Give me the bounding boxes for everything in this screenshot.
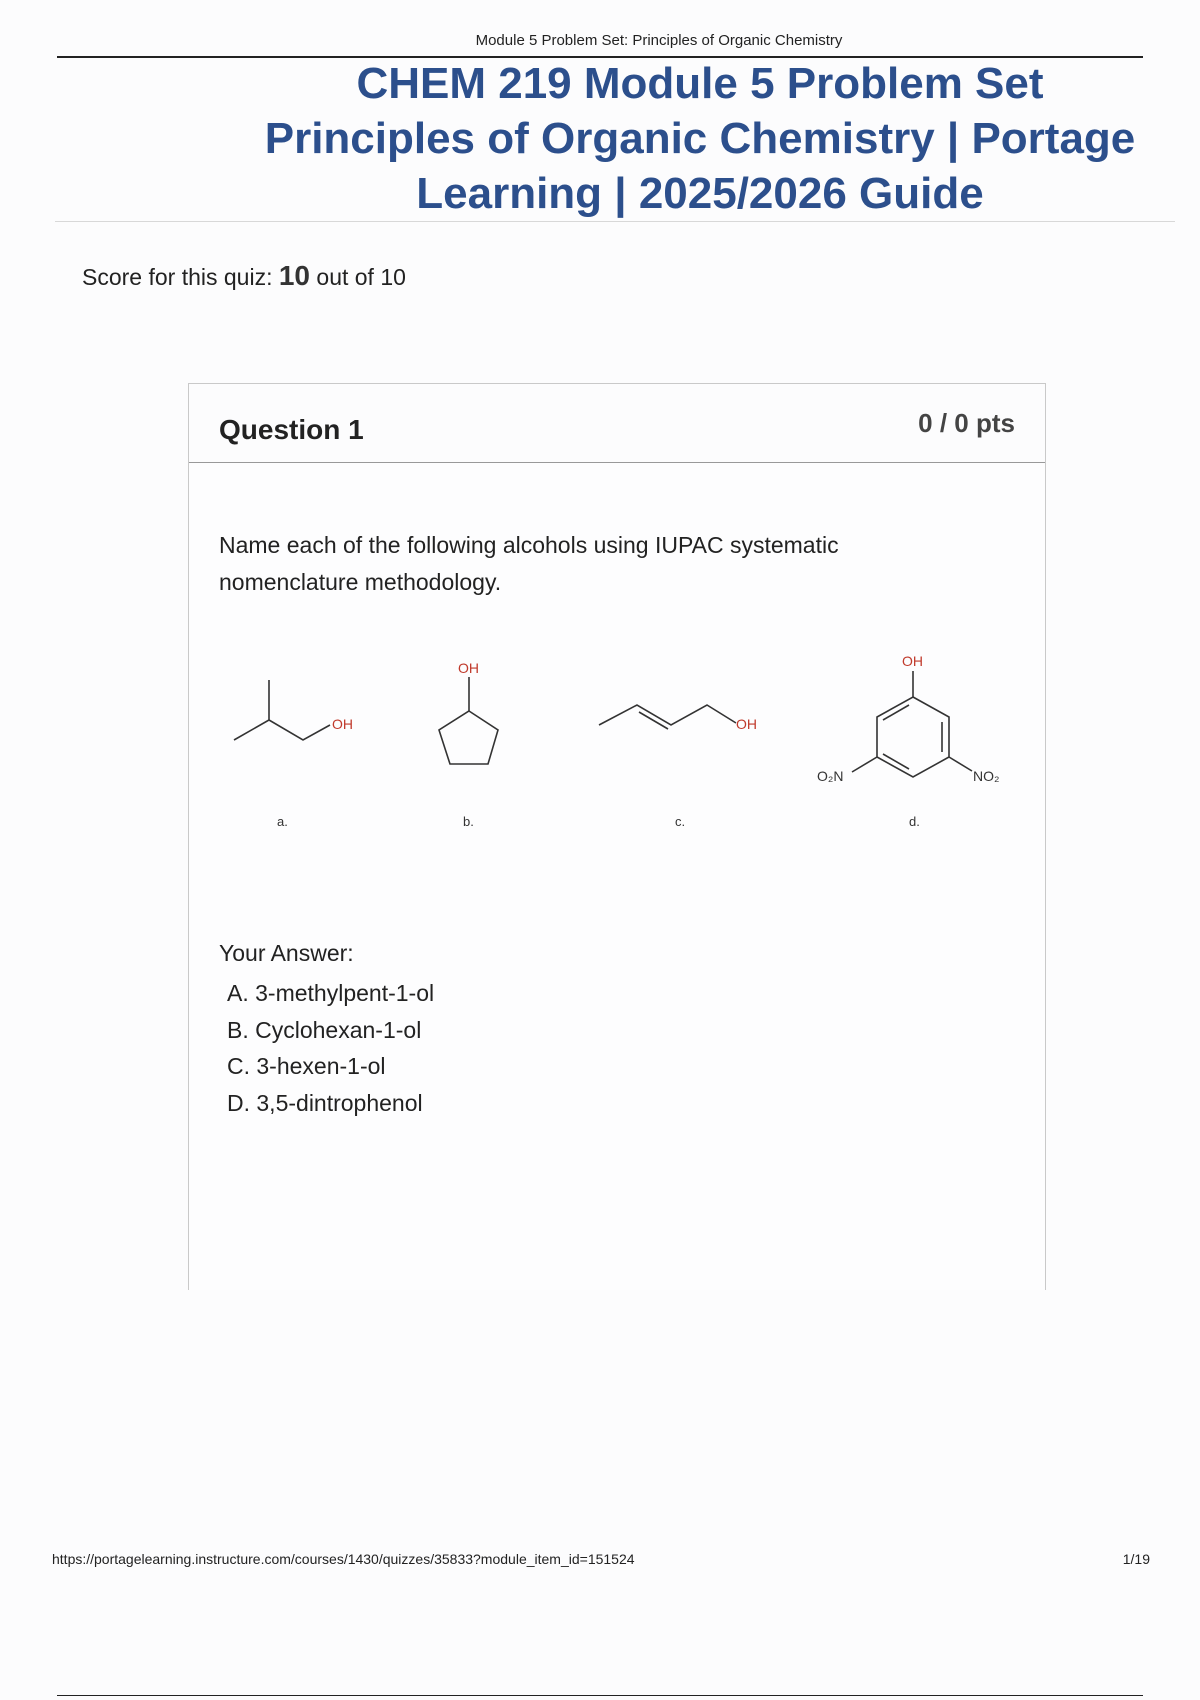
structure-b-label: b. [463,814,474,829]
title-line-2: Principles of Organic Chemistry | Portage [264,114,1136,163]
structure-b-oh-label: OH [458,660,479,676]
score-value: 10 [278,260,311,291]
title-line-1: CHEM 219 Module 5 Problem Set [356,59,1044,108]
structure-b-ring [439,711,498,764]
footer-url[interactable]: https://portagelearning.instructure.com/courses/1430/quizzes/35833?module_item_id=151524 [52,1551,635,1567]
title-line-3: Learning | 2025/2026 Guide [416,169,984,218]
structure-d-right-no2-bond [949,757,972,771]
question-prompt: Name each of the following alcohols using IUPAC systematic nomenclature methodology. [219,532,839,595]
quiz-score [82,260,406,292]
question-title: Question 1 [219,414,364,445]
structure-d-ring [877,697,949,777]
structure-d-oh-label: OH [902,653,923,669]
answer-item-c: C. 3-hexen-1-ol [227,1053,386,1079]
structure-b [439,677,498,764]
score-prefix: Score for this quiz: [82,264,273,290]
question-card [188,383,1046,1290]
structure-d-label: d. [909,814,920,829]
structure-c-label: c. [675,814,686,829]
title-divider [55,221,1175,222]
question-header [189,384,1045,463]
structure-c-skeleton [599,705,736,725]
structure-d [852,671,972,777]
structure-c [599,705,736,729]
answer-item-b: B. Cyclohexan-1-ol [227,1016,422,1043]
page-number: 1/19 [1122,1551,1150,1567]
answer-item-d: D. 3,5-dintrophenol [227,1089,423,1116]
answer-item-a: A. 3-methylpent-1-ol [227,980,435,1006]
structure-a-skeleton [234,680,330,740]
structure-c-oh-label: OH [736,716,757,732]
your-answer-label: Your Answer: [219,940,354,966]
document-title [240,56,1160,221]
alcohol-structures-figure [189,644,1045,834]
question-points: 0 / 0 pts [918,408,1015,438]
bottom-rule [57,1695,1143,1696]
structure-d-left-nitro-label: O₂N [817,768,844,784]
structure-a-label: a. [277,814,288,829]
structure-a [234,680,330,740]
structure-d-left-no2-bond [852,757,877,772]
structure-a-oh-label: OH [332,716,353,732]
structure-d-right-nitro-label: NO₂ [973,768,1000,784]
running-header: Module 5 Problem Set: Principles of Organic Chemistry [475,32,843,49]
score-suffix: out of 10 [316,264,406,290]
answer-list [227,975,434,1121]
